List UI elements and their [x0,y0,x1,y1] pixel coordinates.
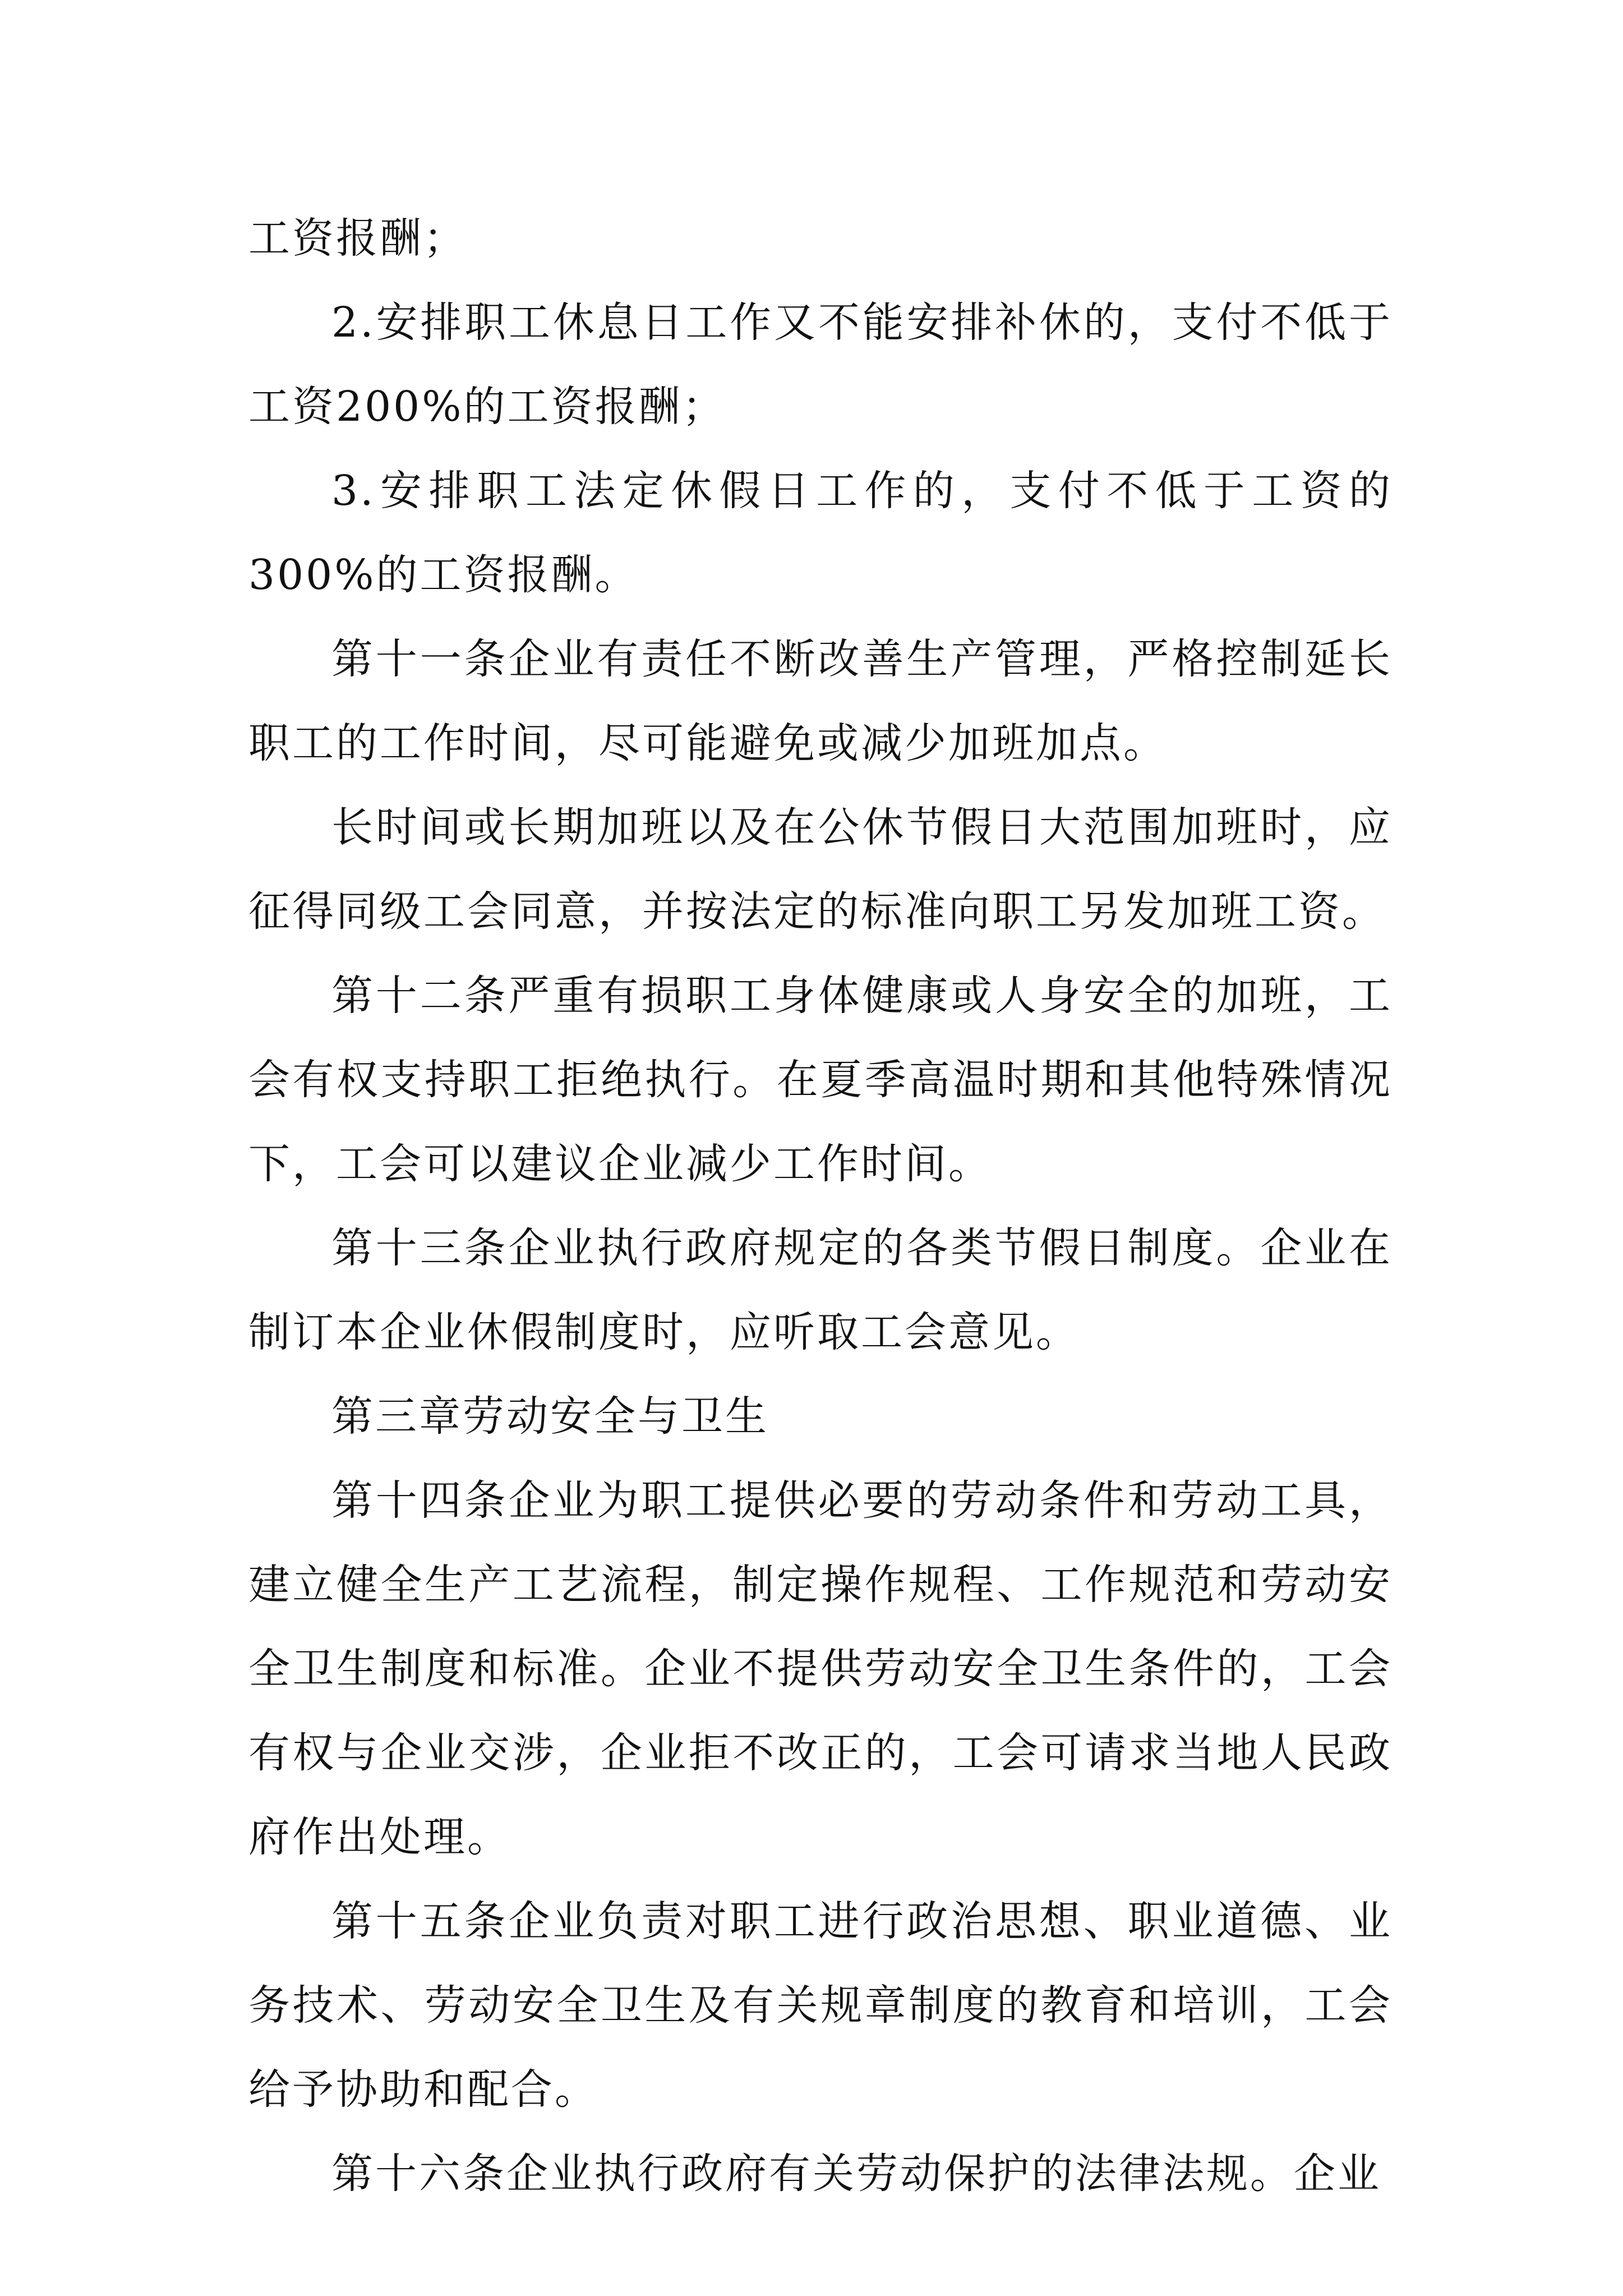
paragraph-article-15: 第十五条企业负责对职工进行政治思想、职业道德、业务技术、劳动安全卫生及有关规章制度的教育和培训，工会给予协助和配合。 [248,1897,1393,2114]
paragraph-article-14: 第十四条企业为职工提供必要的劳动条件和劳动工具，建立健全生产工艺流程，制定操作规程、工作规范和劳动安全卫生制度和标准。企业不提供劳动安全卫生条件的，工会有权与企业交涉，企业拒不改正的，工会可请求当地人民政府作出处理。 [248,1476,1393,1861]
paragraph-article-11: 第十一条企业有责任不断改善生产管理，严格控制延长职工的工作时间，尽可能避免或减少加班加点。 [248,635,1393,767]
paragraph-item-2: 2.安排职工休息日工作又不能安排补休的，支付不低于工资200%的工资报酬； [248,298,1393,431]
document-body [248,196,1393,2216]
paragraph-article-12: 第十二条严重有损职工身体健康或人身安全的加班，工会有权支持职工拒绝执行。在夏季高温时期和其他特殊情况下，工会可以建议企业减少工作时间。 [248,972,1393,1188]
paragraph-article-16: 第十六条企业执行政府有关劳动保护的法律法规。企业 [331,2150,1381,2198]
chapter-heading: 第三章劳动安全与卫生 [331,1392,769,1441]
paragraph-item-3: 3.安排职工法定休假日工作的，支付不低于工资的300%的工资报酬。 [248,467,1393,599]
paragraph-overtime-consent: 长时间或长期加班以及在公休节假日大范围加班时，应征得同级工会同意，并按法定的标准向职工另发加班工资。 [248,803,1393,936]
paragraph-continuation: 工资报酬； [248,214,467,263]
paragraph-article-13: 第十三条企业执行政府规定的各类节假日制度。企业在制订本企业休假制度时，应听取工会意见。 [248,1224,1393,1356]
